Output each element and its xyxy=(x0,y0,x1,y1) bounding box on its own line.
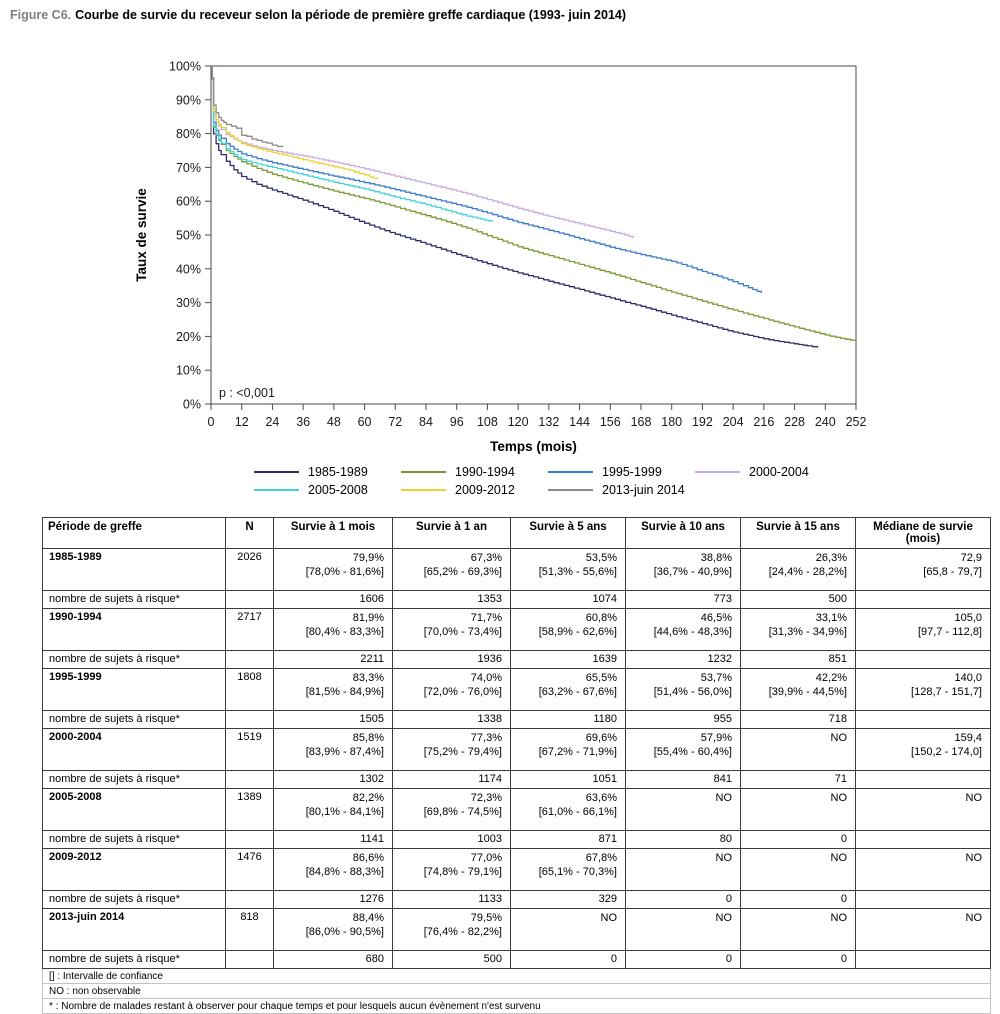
risk-n-empty xyxy=(226,771,274,789)
risk-count: 1232 xyxy=(626,651,741,669)
survival-value xyxy=(856,609,991,651)
survival-value xyxy=(741,729,856,771)
confidence-interval: [55,4% - 60,4%] xyxy=(653,746,732,758)
risk-row xyxy=(43,651,991,669)
risk-median-empty xyxy=(856,651,991,669)
column-header: Période de greffe xyxy=(43,518,226,549)
x-tick-label: 156 xyxy=(599,415,621,429)
risk-median-empty xyxy=(856,591,991,609)
survival-value xyxy=(856,789,991,831)
survival-value xyxy=(274,669,393,711)
column-header: Survie à 1 mois xyxy=(274,518,393,549)
survival-chart xyxy=(0,48,1000,463)
confidence-interval: [24,4% - 28,2%] xyxy=(768,566,847,578)
column-header: Survie à 5 ans xyxy=(511,518,626,549)
n-value: 1476 xyxy=(226,849,274,891)
estimate: NO xyxy=(830,732,847,744)
risk-count: 1606 xyxy=(274,591,393,609)
risk-count: 1302 xyxy=(274,771,393,789)
confidence-interval: [44,6% - 48,3%] xyxy=(653,626,732,638)
risk-count: 500 xyxy=(393,951,511,969)
risk-count: 1639 xyxy=(511,651,626,669)
legend-label: 1990-1994 xyxy=(455,465,515,479)
y-tick-label: 100% xyxy=(169,59,201,74)
n-value: 818 xyxy=(226,909,274,951)
estimate: 26,3% xyxy=(815,552,847,564)
figure-number: Figure C6. xyxy=(10,8,72,22)
legend-item-2005-2008 xyxy=(254,482,401,498)
x-tick-label: 216 xyxy=(753,415,775,429)
risk-n-empty xyxy=(226,651,274,669)
estimate: 33,1% xyxy=(815,612,847,624)
y-axis-title: Taux de survie xyxy=(134,188,149,282)
estimate: 71,7% xyxy=(470,612,502,624)
survival-value xyxy=(626,729,741,771)
footnote-text: * : Nombre de malades restant à observer pour chaque temps et pour lesquels aucun évènement n'est survenu xyxy=(43,999,991,1014)
risk-count: 0 xyxy=(741,891,856,909)
column-header: Survie à 10 ans xyxy=(626,518,741,549)
x-tick-label: 180 xyxy=(661,415,683,429)
legend-label: 2005-2008 xyxy=(308,483,368,497)
survival-value xyxy=(393,669,511,711)
risk-count: 1133 xyxy=(393,891,511,909)
x-tick-label: 24 xyxy=(265,415,280,429)
risk-count: 0 xyxy=(511,951,626,969)
x-tick-label: 252 xyxy=(845,415,867,429)
risk-count: 1141 xyxy=(274,831,393,849)
risk-row-label: nombre de sujets à risque* xyxy=(43,891,226,909)
confidence-interval: [97,7 - 112,8] xyxy=(917,626,982,638)
estimate: 74,0% xyxy=(470,672,502,684)
period-row xyxy=(43,729,991,771)
n-value: 2026 xyxy=(226,549,274,591)
estimate: 60,8% xyxy=(585,612,617,624)
confidence-interval: [150,2 - 174,0] xyxy=(911,746,982,758)
period-row xyxy=(43,789,991,831)
risk-n-empty xyxy=(226,831,274,849)
survival-value xyxy=(511,549,626,591)
confidence-interval: [128,7 - 151,7] xyxy=(911,686,982,698)
confidence-interval: [84,8% - 88,3%] xyxy=(305,866,384,878)
risk-row xyxy=(43,951,991,969)
risk-median-empty xyxy=(856,771,991,789)
risk-n-empty xyxy=(226,951,274,969)
legend-label: 1995-1999 xyxy=(602,465,662,479)
estimate: 79,5% xyxy=(470,912,502,924)
period-label: 1995-1999 xyxy=(43,669,226,711)
legend-item-2013-juin 2014 xyxy=(548,482,695,498)
figure-caption xyxy=(10,8,626,22)
period-row xyxy=(43,849,991,891)
risk-row-label: nombre de sujets à risque* xyxy=(43,651,226,669)
pvalue-annotation: p : <0,001 xyxy=(219,386,275,400)
y-tick-label: 90% xyxy=(175,93,201,108)
risk-count: 1074 xyxy=(511,591,626,609)
risk-count: 851 xyxy=(741,651,856,669)
confidence-interval: [86,0% - 90,5%] xyxy=(305,926,384,938)
risk-row-label: nombre de sujets à risque* xyxy=(43,591,226,609)
survival-value xyxy=(856,729,991,771)
x-tick-label: 168 xyxy=(630,415,652,429)
estimate: 85,8% xyxy=(352,732,384,744)
survival-value xyxy=(393,609,511,651)
survival-value xyxy=(741,789,856,831)
legend-line-swatch xyxy=(695,471,740,473)
risk-count: 1505 xyxy=(274,711,393,729)
y-tick-label: 0% xyxy=(182,397,201,412)
survival-value xyxy=(626,549,741,591)
estimate: NO xyxy=(830,852,847,864)
risk-median-empty xyxy=(856,831,991,849)
estimate: NO xyxy=(965,912,982,924)
risk-count: 1174 xyxy=(393,771,511,789)
confidence-interval: [74,8% - 79,1%] xyxy=(423,866,502,878)
n-value: 1389 xyxy=(226,789,274,831)
y-tick-label: 30% xyxy=(175,296,201,311)
confidence-interval: [76,4% - 82,2%] xyxy=(423,926,502,938)
estimate: 77,0% xyxy=(470,852,502,864)
y-tick-label: 40% xyxy=(175,262,201,277)
x-tick-label: 36 xyxy=(296,415,311,429)
risk-count: 500 xyxy=(741,591,856,609)
estimate: NO xyxy=(715,852,732,864)
risk-count: 0 xyxy=(741,951,856,969)
legend-line-swatch xyxy=(254,489,299,491)
series-2005-2008 xyxy=(211,66,493,222)
x-tick-label: 120 xyxy=(507,415,529,429)
table-footnote xyxy=(43,984,991,999)
x-tick-label: 96 xyxy=(449,415,464,429)
risk-count: 718 xyxy=(741,711,856,729)
table-footnote xyxy=(43,999,991,1014)
estimate: 83,3% xyxy=(352,672,384,684)
survival-table xyxy=(42,517,991,1014)
period-label: 2009-2012 xyxy=(43,849,226,891)
x-tick-label: 60 xyxy=(357,415,372,429)
n-value: 1519 xyxy=(226,729,274,771)
y-tick-label: 80% xyxy=(175,127,201,142)
legend-line-swatch xyxy=(401,471,446,473)
legend-item-1985-1989 xyxy=(254,464,401,480)
period-label: 2000-2004 xyxy=(43,729,226,771)
survival-value xyxy=(511,609,626,651)
y-tick-label: 70% xyxy=(175,160,201,175)
estimate: 82,2% xyxy=(352,792,384,804)
confidence-interval: [80,1% - 84,1%] xyxy=(305,806,384,818)
chart-legend xyxy=(254,464,842,498)
estimate: NO xyxy=(830,792,847,804)
survival-value xyxy=(741,609,856,651)
period-label: 1985-1989 xyxy=(43,549,226,591)
period-label: 2005-2008 xyxy=(43,789,226,831)
survival-value xyxy=(274,609,393,651)
confidence-interval: [72,0% - 76,0%] xyxy=(423,686,502,698)
survival-value xyxy=(511,669,626,711)
y-tick-label: 60% xyxy=(175,194,201,209)
survival-value xyxy=(741,849,856,891)
legend-label: 1985-1989 xyxy=(308,465,368,479)
figure-title-text: Courbe de survie du receveur selon la période de première greffe cardiaque (1993- juin 2014) xyxy=(75,8,627,22)
risk-row xyxy=(43,891,991,909)
estimate: 88,4% xyxy=(352,912,384,924)
risk-count: 0 xyxy=(626,891,741,909)
risk-count: 1338 xyxy=(393,711,511,729)
survival-value xyxy=(741,549,856,591)
estimate: 63,6% xyxy=(585,792,617,804)
risk-row xyxy=(43,771,991,789)
confidence-interval: [78,0% - 81,6%] xyxy=(305,566,384,578)
confidence-interval: [67,2% - 71,9%] xyxy=(538,746,617,758)
column-header: N xyxy=(226,518,274,549)
survival-value xyxy=(626,789,741,831)
confidence-interval: [70,0% - 73,4%] xyxy=(423,626,502,638)
survival-value xyxy=(511,909,626,951)
survival-value xyxy=(856,849,991,891)
estimate: 140,0 xyxy=(954,672,982,684)
survival-value xyxy=(274,729,393,771)
period-row xyxy=(43,549,991,591)
risk-row xyxy=(43,711,991,729)
estimate: NO xyxy=(965,792,982,804)
survival-value xyxy=(626,909,741,951)
estimate: NO xyxy=(715,792,732,804)
risk-median-empty xyxy=(856,951,991,969)
risk-n-empty xyxy=(226,591,274,609)
x-tick-label: 84 xyxy=(419,415,433,429)
legend-item-2000-2004 xyxy=(695,464,842,480)
column-header: Survie à 15 ans xyxy=(741,518,856,549)
risk-count: 1276 xyxy=(274,891,393,909)
survival-value xyxy=(856,549,991,591)
estimate: NO xyxy=(830,912,847,924)
survival-value xyxy=(274,789,393,831)
estimate: 72,9 xyxy=(960,552,982,564)
risk-count: 1003 xyxy=(393,831,511,849)
x-tick-label: 144 xyxy=(569,415,591,429)
estimate: 69,6% xyxy=(585,732,617,744)
column-header: Survie à 1 an xyxy=(393,518,511,549)
confidence-interval: [58,9% - 62,6%] xyxy=(538,626,617,638)
plot-frame xyxy=(211,66,856,404)
risk-count: 680 xyxy=(274,951,393,969)
estimate: 53,5% xyxy=(585,552,617,564)
estimate: 46,5% xyxy=(700,612,732,624)
series-2009-2012 xyxy=(211,66,377,179)
legend-label: 2009-2012 xyxy=(455,483,515,497)
confidence-interval: [36,7% - 40,9%] xyxy=(653,566,732,578)
risk-count: 2211 xyxy=(274,651,393,669)
survival-value xyxy=(856,669,991,711)
x-tick-label: 192 xyxy=(691,415,713,429)
x-tick-label: 132 xyxy=(538,415,560,429)
survival-value xyxy=(274,909,393,951)
risk-count: 0 xyxy=(626,951,741,969)
risk-count: 871 xyxy=(511,831,626,849)
estimate: 67,8% xyxy=(585,852,617,864)
estimate: 159,4 xyxy=(954,732,982,744)
risk-count: 841 xyxy=(626,771,741,789)
period-row xyxy=(43,609,991,651)
risk-count: 71 xyxy=(741,771,856,789)
estimate: 38,8% xyxy=(700,552,732,564)
risk-count: 773 xyxy=(626,591,741,609)
legend-line-swatch xyxy=(401,489,446,491)
estimate: NO xyxy=(965,852,982,864)
survival-value xyxy=(856,909,991,951)
confidence-interval: [75,2% - 79,4%] xyxy=(423,746,502,758)
x-tick-label: 228 xyxy=(784,415,806,429)
x-tick-label: 0 xyxy=(207,415,215,429)
n-value: 2717 xyxy=(226,609,274,651)
x-axis-title: Temps (mois) xyxy=(490,439,577,454)
risk-count: 0 xyxy=(741,831,856,849)
risk-median-empty xyxy=(856,891,991,909)
risk-row-label: nombre de sujets à risque* xyxy=(43,831,226,849)
survival-value xyxy=(626,849,741,891)
survival-value xyxy=(393,549,511,591)
risk-n-empty xyxy=(226,711,274,729)
series-1990-1994 xyxy=(211,66,856,341)
confidence-interval: [51,4% - 56,0%] xyxy=(653,686,732,698)
survival-value xyxy=(626,669,741,711)
legend-label: 2000-2004 xyxy=(749,465,809,479)
period-label: 2013-juin 2014 xyxy=(43,909,226,951)
confidence-interval: [83,9% - 87,4%] xyxy=(305,746,384,758)
footnote-text: NO : non observable xyxy=(43,984,991,999)
period-row xyxy=(43,669,991,711)
survival-value xyxy=(274,849,393,891)
y-tick-label: 20% xyxy=(175,329,201,344)
estimate: NO xyxy=(715,912,732,924)
confidence-interval: [69,8% - 74,5%] xyxy=(423,806,502,818)
legend-item-1990-1994 xyxy=(401,464,548,480)
confidence-interval: [51,3% - 55,6%] xyxy=(538,566,617,578)
risk-row-label: nombre de sujets à risque* xyxy=(43,951,226,969)
estimate: 65,5% xyxy=(585,672,617,684)
survival-value xyxy=(511,729,626,771)
confidence-interval: [39,9% - 44,5%] xyxy=(768,686,847,698)
x-tick-label: 240 xyxy=(814,415,836,429)
risk-n-empty xyxy=(226,891,274,909)
estimate: 42,2% xyxy=(815,672,847,684)
confidence-interval: [81,5% - 84,9%] xyxy=(305,686,384,698)
risk-count: 80 xyxy=(626,831,741,849)
risk-row xyxy=(43,831,991,849)
legend-item-1995-1999 xyxy=(548,464,695,480)
survival-value xyxy=(741,669,856,711)
survival-value xyxy=(393,909,511,951)
risk-count: 1180 xyxy=(511,711,626,729)
risk-count: 329 xyxy=(511,891,626,909)
estimate: 86,6% xyxy=(352,852,384,864)
estimate: 67,3% xyxy=(470,552,502,564)
estimate: 105,0 xyxy=(954,612,982,624)
confidence-interval: [63,2% - 67,6%] xyxy=(538,686,617,698)
x-tick-label: 108 xyxy=(476,415,498,429)
legend-line-swatch xyxy=(548,489,593,491)
table-footnote xyxy=(43,969,991,984)
n-value: 1808 xyxy=(226,669,274,711)
estimate: 81,9% xyxy=(352,612,384,624)
survival-value xyxy=(741,909,856,951)
survival-value xyxy=(511,789,626,831)
footnote-text: [] : Intervalle de confiance xyxy=(43,969,991,984)
risk-count: 1051 xyxy=(511,771,626,789)
estimate: 53,7% xyxy=(700,672,732,684)
confidence-interval: [65,1% - 70,3%] xyxy=(538,866,617,878)
column-header: Médiane de survie (mois) xyxy=(856,518,991,549)
risk-row xyxy=(43,591,991,609)
confidence-interval: [65,8 - 79,7] xyxy=(923,566,982,578)
risk-median-empty xyxy=(856,711,991,729)
legend-line-swatch xyxy=(254,471,299,473)
survival-value xyxy=(274,549,393,591)
confidence-interval: [61,0% - 66,1%] xyxy=(538,806,617,818)
survival-value xyxy=(393,789,511,831)
legend-line-swatch xyxy=(548,471,593,473)
table-header-row xyxy=(43,518,991,549)
legend-item-2009-2012 xyxy=(401,482,548,498)
estimate: NO xyxy=(600,912,617,924)
x-tick-label: 48 xyxy=(326,415,341,429)
survival-value xyxy=(393,849,511,891)
risk-count: 1353 xyxy=(393,591,511,609)
risk-count: 1936 xyxy=(393,651,511,669)
x-tick-label: 72 xyxy=(388,415,403,429)
confidence-interval: [65,2% - 69,3%] xyxy=(423,566,502,578)
survival-value xyxy=(393,729,511,771)
y-tick-label: 10% xyxy=(175,363,201,378)
period-row xyxy=(43,909,991,951)
risk-row-label: nombre de sujets à risque* xyxy=(43,771,226,789)
survival-value xyxy=(626,609,741,651)
estimate: 77,3% xyxy=(470,732,502,744)
period-label: 1990-1994 xyxy=(43,609,226,651)
x-tick-label: 12 xyxy=(234,415,249,429)
survival-value xyxy=(511,849,626,891)
estimate: 72,3% xyxy=(470,792,502,804)
confidence-interval: [31,3% - 34,9%] xyxy=(768,626,847,638)
confidence-interval: [80,4% - 83,3%] xyxy=(305,626,384,638)
risk-count: 955 xyxy=(626,711,741,729)
estimate: 57,9% xyxy=(700,732,732,744)
legend-label: 2013-juin 2014 xyxy=(602,483,685,497)
x-tick-label: 204 xyxy=(722,415,744,429)
risk-row-label: nombre de sujets à risque* xyxy=(43,711,226,729)
estimate: 79,9% xyxy=(352,552,384,564)
y-tick-label: 50% xyxy=(175,228,201,243)
